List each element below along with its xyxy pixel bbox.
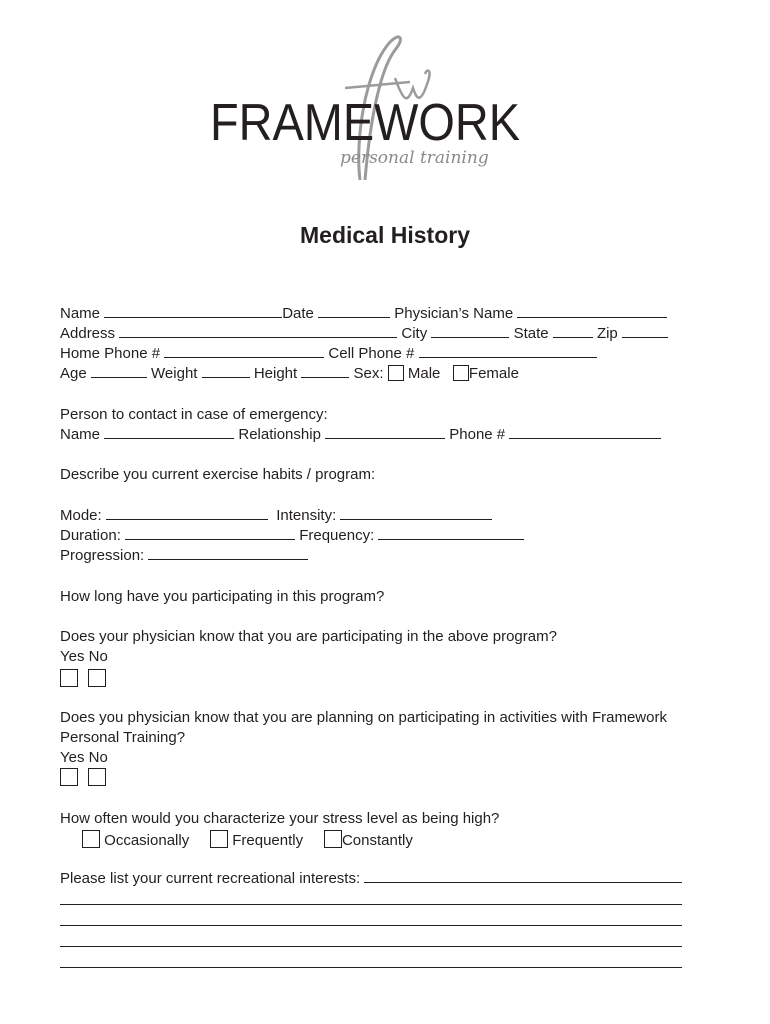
name-date-physician-row <box>60 305 667 323</box>
frequency-field[interactable] <box>378 527 524 540</box>
emergency-name-label: Name <box>60 426 101 443</box>
city-label: City <box>401 325 428 342</box>
logo-graphic <box>205 30 535 190</box>
mode-field[interactable] <box>106 507 268 520</box>
address-field[interactable] <box>119 325 397 338</box>
female-label: Female <box>468 365 519 382</box>
mode-label: Mode: <box>60 507 102 524</box>
stress-question: How often would you characterize your stress level as being high? <box>60 810 500 827</box>
cell-phone-label: Cell Phone # <box>328 345 415 362</box>
address-label: Address <box>60 325 116 342</box>
home-phone-label: Home Phone # <box>60 345 161 362</box>
physician-label: Physician’s Name <box>394 305 514 322</box>
physician-planning-no-checkbox[interactable] <box>88 768 106 786</box>
stress-options <box>82 830 413 850</box>
occasionally-checkbox[interactable] <box>82 830 100 848</box>
how-long-question: How long have you participating in this program? <box>60 588 385 605</box>
exercise-heading: Describe you current exercise habits / program: <box>60 466 376 483</box>
mode-intensity-row <box>60 507 492 525</box>
duration-frequency-row <box>60 527 524 545</box>
sex-label: Sex: <box>353 365 384 382</box>
age-field[interactable] <box>91 365 147 378</box>
male-label: Male <box>407 365 441 382</box>
interests-line-2[interactable] <box>60 925 682 926</box>
height-field[interactable] <box>301 365 349 378</box>
home-phone-field[interactable] <box>164 345 324 358</box>
physician-planning-yes-checkbox[interactable] <box>60 768 78 786</box>
interests-field[interactable] <box>364 870 682 883</box>
physician-knows-yes-no: Yes No <box>60 648 108 665</box>
emergency-heading: Person to contact in case of emergency: <box>60 406 328 423</box>
duration-field[interactable] <box>125 527 295 540</box>
height-label: Height <box>253 365 298 382</box>
logo-tagline: personal training <box>340 148 489 168</box>
constantly-checkbox[interactable] <box>324 830 342 848</box>
physician-knows-question: Does your physician know that you are participating in the above program? <box>60 628 557 645</box>
physician-planning-yes-no: Yes No <box>60 749 108 766</box>
age-label: Age <box>60 365 87 382</box>
emergency-phone-label: Phone # <box>449 426 506 443</box>
name-label: Name <box>60 305 101 322</box>
weight-field[interactable] <box>202 365 250 378</box>
physician-planning-options <box>60 768 116 788</box>
physician-knows-options <box>60 669 116 689</box>
constantly-label: Constantly <box>341 832 413 849</box>
state-label: State <box>513 325 549 342</box>
interests-line-4[interactable] <box>60 967 682 968</box>
physician-planning-question-2: Personal Training? <box>60 729 186 746</box>
female-checkbox[interactable] <box>453 365 469 381</box>
relationship-label: Relationship <box>238 426 321 443</box>
date-label: Date <box>282 305 314 322</box>
city-field[interactable] <box>431 325 509 338</box>
duration-label: Duration: <box>60 527 121 544</box>
logo-brand-text: FRAMEWORK <box>210 94 521 152</box>
weight-label: Weight <box>151 365 198 382</box>
zip-label: Zip <box>596 325 618 342</box>
interests-label: Please list your current recreational interests: <box>60 870 361 887</box>
state-field[interactable] <box>553 325 593 338</box>
emergency-phone-field[interactable] <box>509 426 661 439</box>
progression-row <box>60 547 308 565</box>
intensity-field[interactable] <box>340 507 492 520</box>
emergency-name-field[interactable] <box>104 426 234 439</box>
framework-logo <box>205 30 535 190</box>
cell-phone-field[interactable] <box>419 345 597 358</box>
relationship-field[interactable] <box>325 426 445 439</box>
emergency-row <box>60 426 661 444</box>
interests-row <box>60 870 682 888</box>
date-field[interactable] <box>318 305 390 318</box>
intensity-label: Intensity: <box>276 507 337 524</box>
frequently-label: Frequently <box>232 832 304 849</box>
occasionally-label: Occasionally <box>104 832 190 849</box>
interests-line-1[interactable] <box>60 904 682 905</box>
interests-line-3[interactable] <box>60 946 682 947</box>
progression-field[interactable] <box>148 547 308 560</box>
physician-knows-yes-checkbox[interactable] <box>60 669 78 687</box>
page-title: Medical History <box>300 222 470 248</box>
frequently-checkbox[interactable] <box>210 830 228 848</box>
physician-knows-no-checkbox[interactable] <box>88 669 106 687</box>
zip-field[interactable] <box>622 325 668 338</box>
progression-label: Progression: <box>60 547 145 564</box>
frequency-label: Frequency: <box>299 527 375 544</box>
physician-planning-question-1: Does you physician know that you are planning on participating in activities with Framework <box>60 709 667 726</box>
address-row <box>60 325 668 343</box>
age-weight-height-sex-row <box>60 365 519 383</box>
male-checkbox[interactable] <box>388 365 404 381</box>
phone-row <box>60 345 597 363</box>
name-field[interactable] <box>104 305 282 318</box>
physician-field[interactable] <box>517 305 667 318</box>
